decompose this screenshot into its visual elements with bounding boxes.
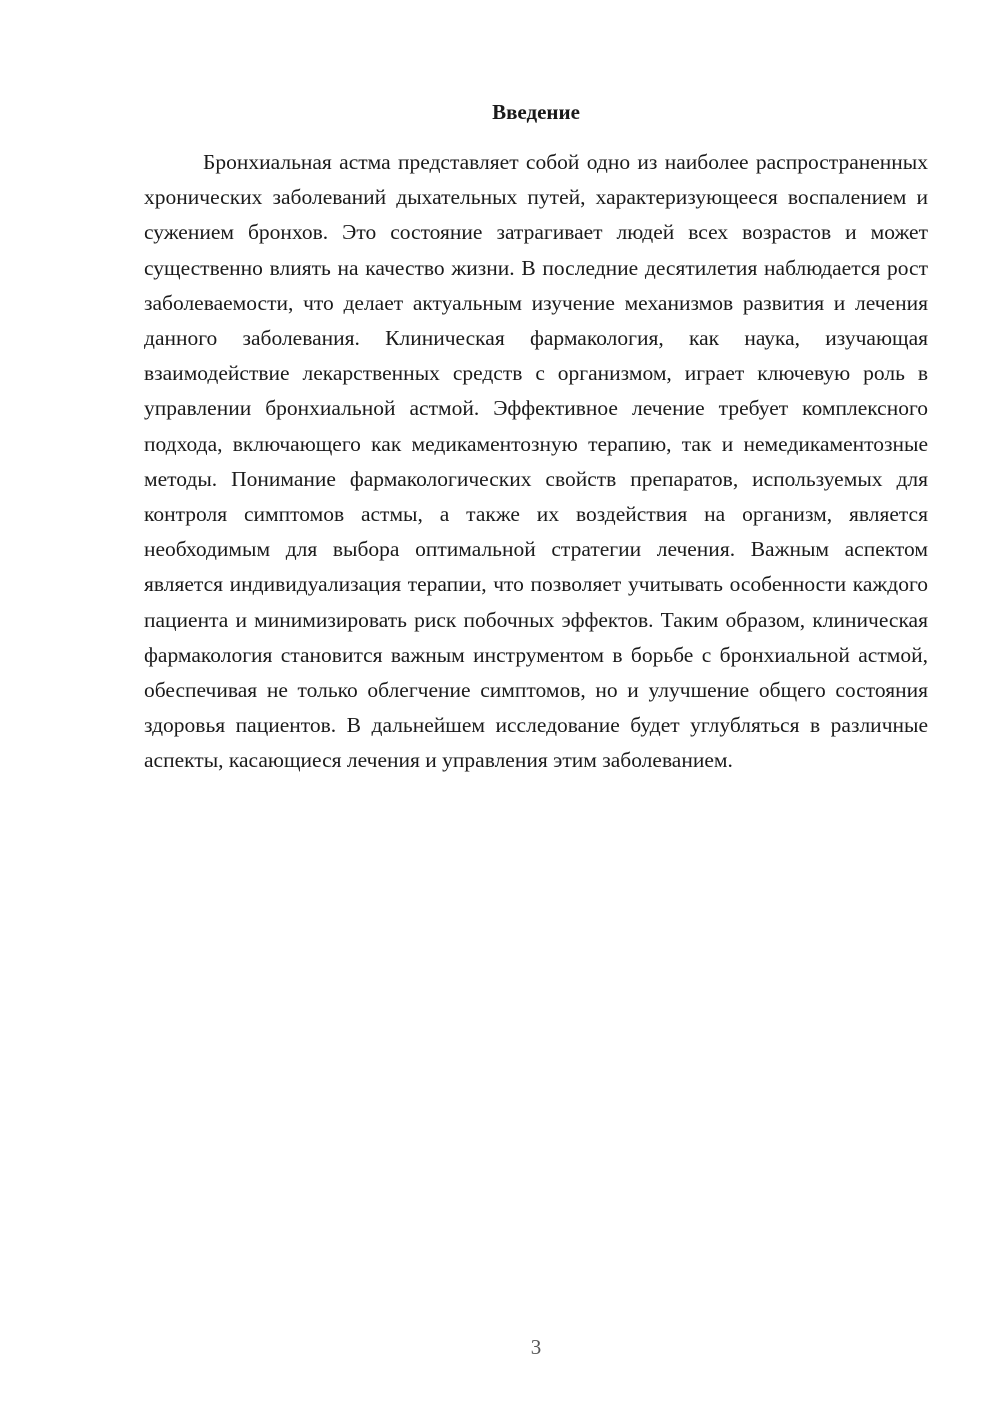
section-heading: Введение — [492, 100, 580, 124]
introduction-paragraph: Бронхиальная астма представляет собой одно из наиболее распространенных хронических заболеваний дыхательных путей, характеризующееся воспалением и сужением бронхов. Это состояние затрагивает людей всех возрастов и может существенно влиять на качество жизни. В последние десятилетия наблюдается рост заболеваемости, что делает актуальным изучение механизмов развития и лечения данного заболевания. Клиническая фармакология, как наука, изучающая взаимодействие лекарственных средств с организмом, играет ключевую роль в управлении бронхиальной астмой. Эффективное лечение требует комплексного подхода, включающего как медикаментозную терапию, так и немедикаментозные методы. Понимание фармакологических свойств препаратов, используемых для контроля симптомов астмы, а также их воздействия на организм, является необходимым для выбора оптимальной стратегии лечения. Важным аспектом является индивидуализация терапии, что позволяет учитывать особенности каждого пациента и минимизировать риск побочных эффектов. Таким образом, клиническая фармакология становится важным инструментом в борьбе с бронхиальной астмой, обеспечивая не только облегчение симптомов, но и улучшение общего состояния здоровья пациентов. В дальнейшем исследование будет углубляться в различные аспекты, касающиеся лечения и управления этим заболеванием. — [144, 150, 928, 773]
page-number: 3 — [530, 1335, 542, 1359]
